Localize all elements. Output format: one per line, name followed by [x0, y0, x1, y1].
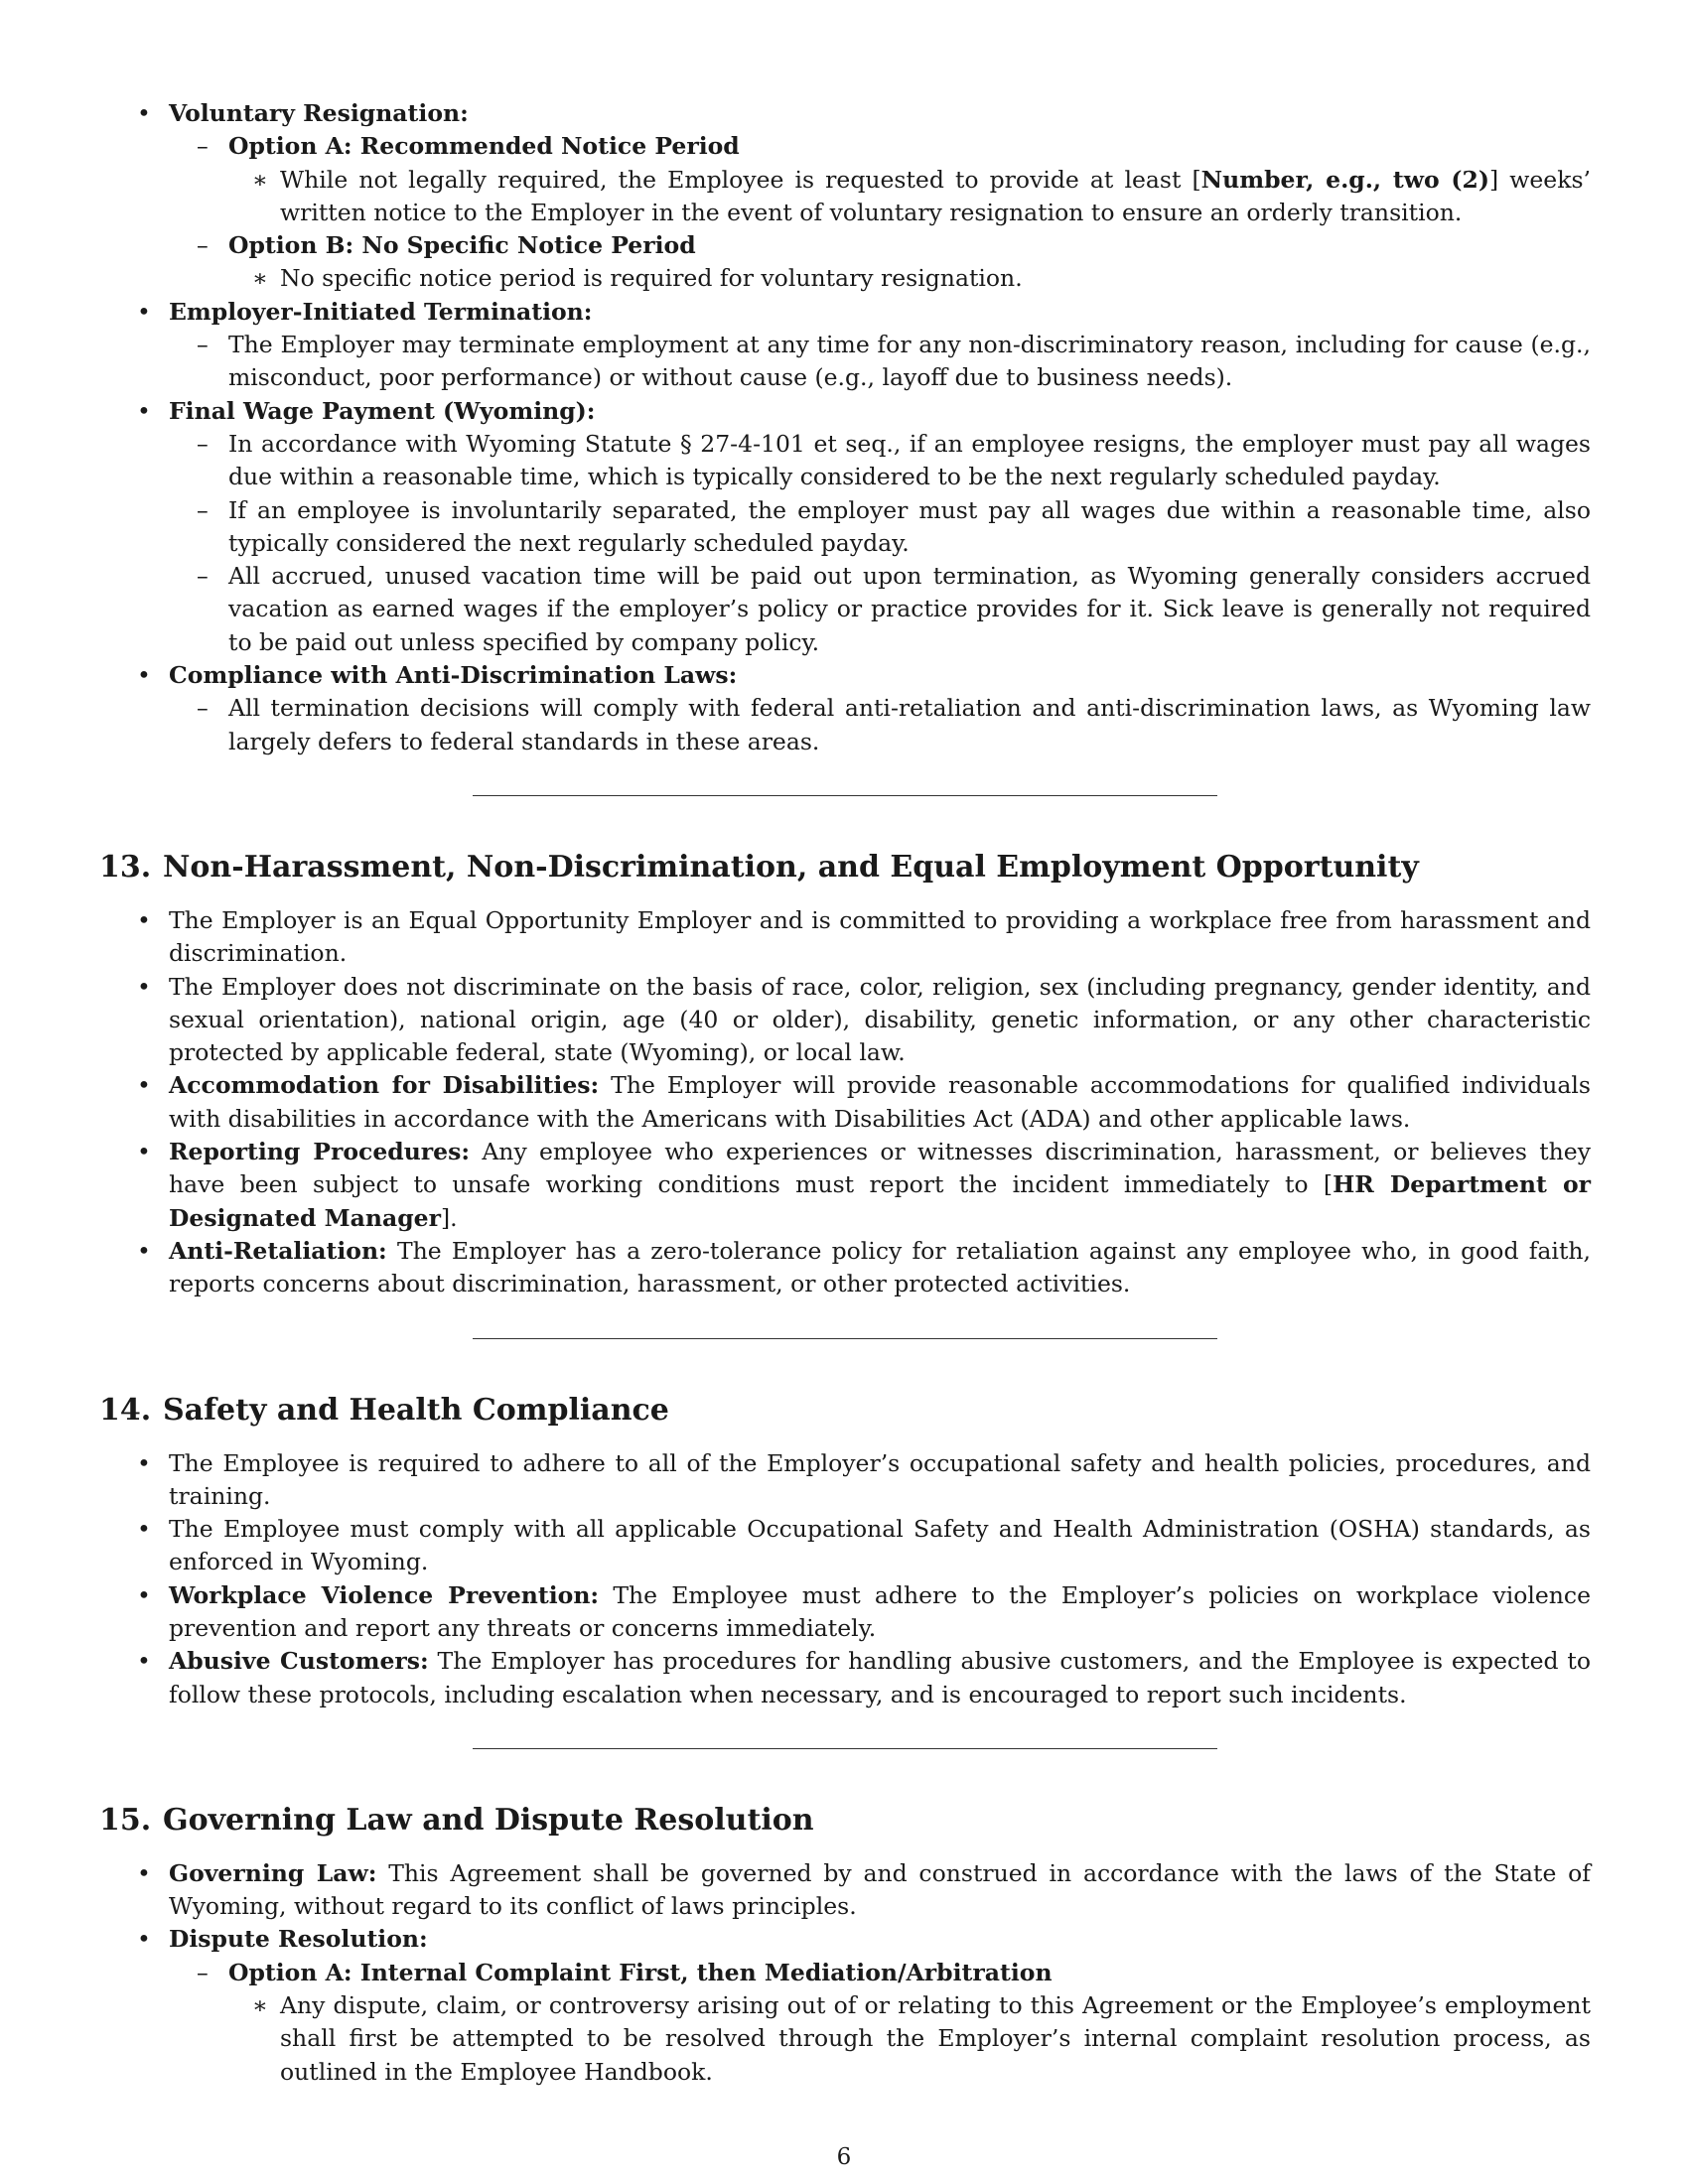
page-number: 6	[836, 2144, 852, 2170]
list-item: • Workplace Violence Prevention: The Employee must adhere to the Employer’s policies on workplace violence prevention and report any threats or concerns immediately.	[99, 1579, 1591, 1646]
list-item: • Reporting Procedures: Any employee who experiences or witnesses discrimination, harassment, or believes they have been subject to unsafe working conditions must report the incident immediately to [HR Department or Designated Manager].	[99, 1136, 1591, 1235]
list-item	[99, 296, 1591, 395]
list-item: – In accordance with Wyoming Statute § 27-4-101 et seq., if an employee resigns, the employer must pay all wages due within a reasonable time, which is typically considered to be the next regularly scheduled payday.	[169, 428, 1591, 494]
section-14-heading: 14. Safety and Health Compliance	[99, 1392, 669, 1428]
section-divider	[473, 1748, 1217, 1749]
list-item: ∗ While not legally required, the Employee is requested to provide at least [Number, e.g., two (2)] weeks’ written notice to the Employer in the event of voluntary resignation to ensure an orderly transition.	[228, 164, 1591, 230]
list-item: • The Employee is required to adhere to all of the Employer’s occupational safety and health policies, procedures, and training.	[99, 1447, 1591, 1514]
list-item	[99, 659, 1591, 758]
list-item: – All accrued, unused vacation time will be paid out upon termination, as Wyoming generally considers accrued vacation as earned wages if the employer’s policy or practice provides for it. Sick leave is generally not required to be paid out unless specified by company policy.	[169, 560, 1591, 659]
list-item: • The Employee must comply with all applicable Occupational Safety and Health Administration (OSHA) standards, as enforced in Wyoming.	[99, 1513, 1591, 1579]
list-item	[99, 97, 1591, 296]
section-15-heading: 15. Governing Law and Dispute Resolution	[99, 1802, 814, 1838]
list-item: ∗ Any dispute, claim, or controversy arising out of or relating to this Agreement or the Employee’s employment shall first be attempted to be resolved through the Employer’s internal complaint resolution process, as outlined in the Employee Handbook.	[228, 1989, 1591, 2089]
section-14-list	[99, 1447, 1591, 1711]
document-page	[99, 97, 1591, 2089]
list-item	[169, 229, 1591, 296]
section-divider	[473, 795, 1217, 796]
list-item: – If an employee is involuntarily separated, the employer must pay all wages due within a reasonable time, also typically considered the next regularly scheduled payday.	[169, 494, 1591, 561]
list-item: • Anti-Retaliation: The Employer has a zero-tolerance policy for retaliation against any employee who, in good faith, reports concerns about discrimination, harassment, or other protected activities.	[99, 1235, 1591, 1301]
section-15-list	[99, 1857, 1591, 2089]
option-a-title: Option A: Recommended Notice Period	[228, 132, 740, 161]
resignation-title: Voluntary Resignation:	[169, 99, 469, 127]
final-wage-title: Final Wage Payment (Wyoming):	[169, 396, 596, 425]
section-divider	[473, 1338, 1217, 1339]
employer-termination-title: Employer-Initiated Termination:	[169, 297, 593, 326]
list-item: • Accommodation for Disabilities: The Employer will provide reasonable accommodations for qualified individuals with disabilities in accordance with the Americans with Disabilities Act (ADA) and other applicable laws.	[99, 1069, 1591, 1136]
placeholder-number: Number, e.g., two (2)	[1200, 165, 1490, 194]
option-a-title: Option A: Internal Complaint First, then Mediation/Arbitration	[228, 1958, 1053, 1986]
section-13-list	[99, 904, 1591, 1301]
list-item: ∗ No specific notice period is required for voluntary resignation.	[228, 262, 1591, 295]
list-item: • The Employer does not discriminate on the basis of race, color, religion, sex (including pregnancy, gender identity, and sexual orientation), national origin, age (40 or older), disability, genetic information, or any other characteristic protected by applicable federal, state (Wyoming), or local law.	[99, 971, 1591, 1070]
list-item: – The Employer may terminate employment at any time for any non-discriminatory reason, including for cause (e.g., misconduct, poor performance) or without cause (e.g., layoff due to business needs).	[169, 329, 1591, 395]
list-item	[169, 130, 1591, 229]
list-item	[169, 1957, 1591, 2089]
list-item: • Abusive Customers: The Employer has procedures for handling abusive customers, and the Employee is expected to follow these protocols, including escalation when necessary, and is encouraged to report such incidents.	[99, 1645, 1591, 1711]
option-b-title: Option B: No Specific Notice Period	[228, 231, 696, 260]
list-item: • The Employer is an Equal Opportunity Employer and is committed to providing a workplace free from harassment and discrimination.	[99, 904, 1591, 971]
list-item: – All termination decisions will comply with federal anti-retaliation and anti-discrimination laws, as Wyoming law largely defers to federal standards in these areas.	[169, 692, 1591, 758]
anti-discrimination-title: Compliance with Anti-Discrimination Laws:	[169, 661, 738, 690]
list-item: • Dispute Resolution: – Option A: Internal Complaint First, then Mediation/Arbitration ∗ Any dispute, claim, or controversy arising out of or relating to this Agreement or the Employee’s employment shall first be attempted to be resolved through the Employer’s internal complaint resolution process, as outlined in the Employee Handbook.	[99, 1923, 1591, 2088]
termination-list	[99, 97, 1591, 758]
list-item: • Governing Law: This Agreement shall be governed by and construed in accordance with the laws of the State of Wyoming, without regard to its conflict of laws principles.	[99, 1857, 1591, 1924]
list-item	[99, 395, 1591, 659]
section-13-heading: 13. Non-Harassment, Non-Discrimination, and Equal Employment Opportunity	[99, 849, 1419, 885]
